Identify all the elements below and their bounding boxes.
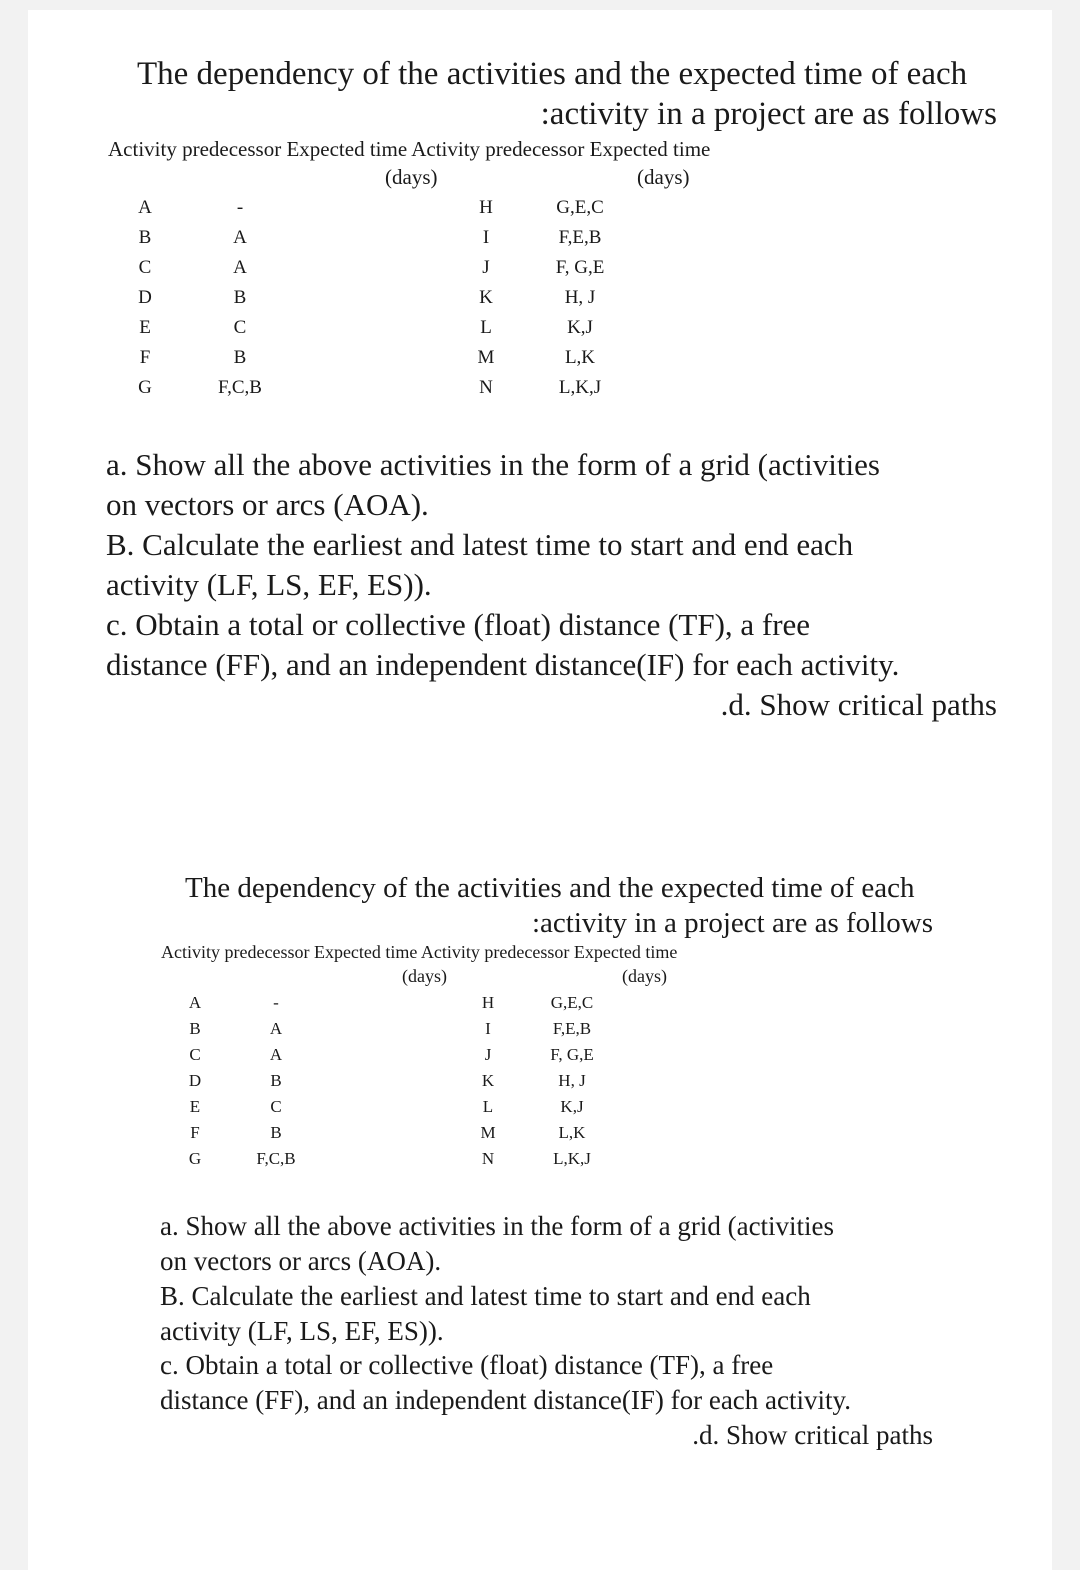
predecessor-cell: C xyxy=(233,317,247,338)
title-line-1: The dependency of the activities and the expected time of each xyxy=(137,56,968,92)
question-line: distance (FF), and an independent distance(IF) for each activity. xyxy=(160,1385,852,1415)
table-header: Activity predecessor Expected time Activity predecessor Expected time xyxy=(161,942,678,962)
predecessor-cell: L,K xyxy=(564,347,596,368)
activity-cell: I xyxy=(485,1019,491,1038)
predecessor-cell: B xyxy=(270,1071,282,1090)
predecessor-cell: H, J xyxy=(558,1071,586,1090)
predecessor-cell: B xyxy=(270,1123,282,1142)
activity-cell: C xyxy=(138,257,152,278)
question-line: distance (FF), and an independent distance(IF) for each activity. xyxy=(106,647,900,682)
title-line-2: :activity in a project are as follows xyxy=(540,96,997,132)
activity-cell: D xyxy=(188,1071,202,1090)
predecessor-cell: A xyxy=(233,257,247,278)
days-label-right: (days) xyxy=(637,165,690,189)
table-header: Activity predecessor Expected time Activity predecessor Expected time xyxy=(108,137,711,161)
activity-cell: N xyxy=(481,1149,495,1168)
predecessor-cell: L,K xyxy=(558,1123,586,1142)
question-line: activity (LF, LS, EF, ES)). xyxy=(106,567,432,602)
question-line: .d. Show critical paths xyxy=(692,1420,933,1450)
activity-cell: I xyxy=(482,227,490,248)
question-line: a. Show all the above activities in the form of a grid (activities xyxy=(106,447,880,482)
activity-cell: D xyxy=(138,287,152,308)
days-label-left: (days) xyxy=(385,165,438,189)
activity-cell: N xyxy=(479,377,493,398)
activity-cell: G xyxy=(138,377,152,398)
activity-cell: B xyxy=(138,227,152,248)
activity-cell: M xyxy=(477,347,495,368)
predecessor-cell: A xyxy=(269,1045,283,1064)
predecessor-cell: L,K,J xyxy=(553,1149,591,1168)
activity-cell: L xyxy=(482,1097,494,1116)
predecessor-cell: - xyxy=(273,993,279,1012)
activity-cell: E xyxy=(139,317,151,338)
question-line: B. Calculate the earliest and latest time to start and end each xyxy=(106,527,854,562)
question-line: activity (LF, LS, EF, ES)). xyxy=(160,1316,444,1346)
question-line: c. Obtain a total or collective (float) distance (TF), a free xyxy=(106,607,811,642)
activity-cell: E xyxy=(189,1097,201,1116)
predecessor-cell: F,C,B xyxy=(256,1149,296,1168)
question-line: c. Obtain a total or collective (float) distance (TF), a free xyxy=(160,1350,774,1380)
predecessor-cell: L,K,J xyxy=(558,377,602,398)
predecessor-cell: A xyxy=(233,227,247,248)
activity-cell: H xyxy=(479,197,493,218)
predecessor-cell: F,E,B xyxy=(558,227,602,248)
activity-cell: J xyxy=(482,257,490,278)
activity-cell: J xyxy=(484,1045,492,1064)
predecessor-cell: F, G,E xyxy=(555,257,605,278)
title-line-2: :activity in a project are as follows xyxy=(531,907,933,939)
activity-cell: A xyxy=(138,197,152,218)
activity-cell: F xyxy=(190,1123,200,1142)
predecessor-cell: H, J xyxy=(564,287,596,308)
activity-cell: A xyxy=(188,993,202,1012)
title-line-1: The dependency of the activities and the expected time of each xyxy=(185,872,915,904)
question-line: on vectors or arcs (AOA). xyxy=(160,1246,442,1276)
predecessor-cell: B xyxy=(233,287,247,308)
predecessor-cell: G,E,C xyxy=(550,993,594,1012)
activity-cell: H xyxy=(481,993,495,1012)
activity-cell: G xyxy=(188,1149,202,1168)
question-line: .d. Show critical paths xyxy=(720,687,997,722)
days-label-right: (days) xyxy=(622,966,667,986)
predecessor-cell: - xyxy=(236,197,244,218)
predecessor-cell: K,J xyxy=(567,317,593,338)
predecessor-cell: F, G,E xyxy=(550,1045,594,1064)
predecessor-cell: C xyxy=(270,1097,282,1116)
question-line: on vectors or arcs (AOA). xyxy=(106,487,429,522)
predecessor-cell: F,C,B xyxy=(218,377,262,398)
predecessor-cell: G,E,C xyxy=(556,197,604,218)
question-line: B. Calculate the earliest and latest time to start and end each xyxy=(160,1281,811,1311)
activity-cell: K xyxy=(479,287,493,308)
activity-cell: F xyxy=(139,347,151,368)
activity-cell: C xyxy=(189,1045,201,1064)
predecessor-cell: K,J xyxy=(560,1097,584,1116)
predecessor-cell: B xyxy=(233,347,247,368)
predecessor-cell: A xyxy=(269,1019,283,1038)
days-label-left: (days) xyxy=(402,966,447,986)
activity-cell: L xyxy=(480,317,492,338)
activity-cell: B xyxy=(189,1019,201,1038)
activity-cell: M xyxy=(480,1123,496,1142)
predecessor-cell: F,E,B xyxy=(552,1019,592,1038)
activity-cell: K xyxy=(481,1071,495,1090)
question-line: a. Show all the above activities in the form of a grid (activities xyxy=(160,1211,835,1241)
